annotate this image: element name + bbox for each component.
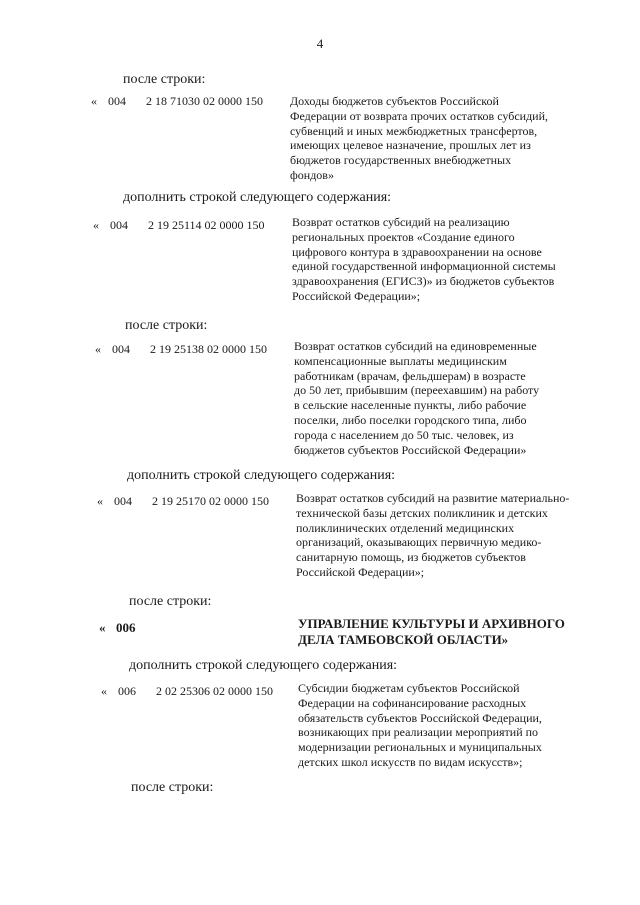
description-line: региональных проектов «Создание единого — [292, 229, 515, 244]
row-description — [290, 94, 590, 183]
description-line: цифрового контура в здравоохранении на основе — [292, 244, 542, 259]
description-line: организаций, оказывающих первичную медико- — [296, 535, 542, 550]
description-line: поселки, либо поселки городского типа, либо — [294, 412, 527, 427]
description-line: Федерации от возврата прочих остатков субсидий, — [290, 108, 549, 123]
description-line: возникающих при реализации мероприятий по — [298, 725, 539, 740]
description-line: технической базы детских поликлиник и детских — [296, 505, 548, 520]
row-description — [296, 491, 596, 580]
classification-code — [112, 342, 267, 357]
description-line: субвенций и иных межбюджетных трансфертов, — [290, 123, 538, 138]
budget-code: 2 19 25138 02 0000 150 — [150, 342, 267, 356]
description-line: Российской Федерации»; — [296, 564, 425, 579]
classification-code — [116, 620, 154, 636]
description-line: компенсационные выплаты медицинским — [294, 353, 507, 368]
opening-quote: « — [91, 94, 97, 108]
admin-code: 004 — [108, 94, 126, 108]
instruction-add-row: дополнить строкой следующего содержания: — [123, 190, 392, 205]
admin-code: 006 — [116, 620, 136, 635]
classification-code — [110, 218, 265, 233]
description-line: бюджетов субъектов Российской Федерации» — [294, 442, 527, 457]
description-line: города с населением до 50 тыс. человек, из — [294, 427, 514, 442]
instruction-after-row: после строки: — [123, 72, 206, 87]
description-line: здравоохранения (ЕГИСЗ)» из бюджетов субъектов — [292, 274, 555, 289]
instruction-add-row: дополнить строкой следующего содержания: — [129, 658, 398, 673]
heading-line: ДЕЛА ТАМБОВСКОЙ ОБЛАСТИ» — [298, 632, 509, 647]
section-heading — [298, 616, 598, 648]
description-line: Доходы бюджетов субъектов Российской — [290, 94, 499, 108]
description-line: в сельские населенные пункты, либо рабочие — [294, 398, 527, 413]
opening-quote: « — [99, 620, 106, 635]
opening-quote: « — [95, 342, 101, 356]
description-line: до 50 лет, прибывшим (переехавшим) на работу — [294, 383, 540, 398]
instruction-after-row: после строки: — [131, 780, 214, 795]
row-description — [292, 215, 592, 304]
admin-code: 004 — [114, 494, 132, 508]
description-line: поликлинических отделений медицинских — [296, 520, 515, 535]
description-line: модернизации региональных и муниципальных — [298, 740, 542, 755]
description-line: Федерации на софинансирование расходных — [298, 695, 527, 710]
description-line: имеющих целевое назначение, прошлых лет из — [290, 138, 531, 153]
row-description — [294, 339, 594, 457]
classification-code — [108, 94, 263, 109]
opening-quote: « — [93, 218, 99, 232]
description-line: обязательств субъектов Российской Федерации, — [298, 710, 542, 725]
description-line: санитарную помощь, из бюджетов субъектов — [296, 550, 526, 565]
classification-code — [118, 684, 273, 699]
budget-code: 2 02 25306 02 0000 150 — [156, 684, 273, 698]
admin-code: 006 — [118, 684, 136, 698]
description-line: работникам (врачам, фельдшерам) в возрасте — [294, 368, 526, 383]
description-line: Возврат остатков субсидий на реализацию — [292, 215, 510, 229]
heading-line: УПРАВЛЕНИЕ КУЛЬТУРЫ И АРХИВНОГО — [298, 616, 565, 631]
opening-quote: « — [101, 684, 107, 698]
admin-code: 004 — [112, 342, 130, 356]
description-line: детских школ искусств по видам искусств»; — [298, 754, 523, 769]
opening-quote: « — [97, 494, 103, 508]
admin-code: 004 — [110, 218, 128, 232]
description-line: фондов» — [290, 167, 334, 182]
instruction-after-row: после строки: — [125, 318, 208, 333]
description-line: Российской Федерации»; — [292, 288, 421, 303]
instruction-add-row: дополнить строкой следующего содержания: — [127, 468, 396, 483]
budget-code: 2 18 71030 02 0000 150 — [146, 94, 263, 108]
budget-code: 2 19 25170 02 0000 150 — [152, 494, 269, 508]
page-number: 4 — [316, 36, 324, 51]
description-line: Возврат остатков субсидий на единовременные — [294, 339, 537, 353]
budget-code: 2 19 25114 02 0000 150 — [148, 218, 265, 232]
description-line: Возврат остатков субсидий на развитие материально- — [296, 491, 570, 505]
description-line: бюджетов государственных внебюджетных — [290, 153, 512, 168]
description-line: Субсидии бюджетам субъектов Российской — [298, 681, 520, 695]
description-line: единой государственной информационной системы — [292, 259, 556, 274]
row-description — [298, 681, 598, 770]
instruction-after-row: после строки: — [129, 594, 212, 609]
classification-code — [114, 494, 269, 509]
